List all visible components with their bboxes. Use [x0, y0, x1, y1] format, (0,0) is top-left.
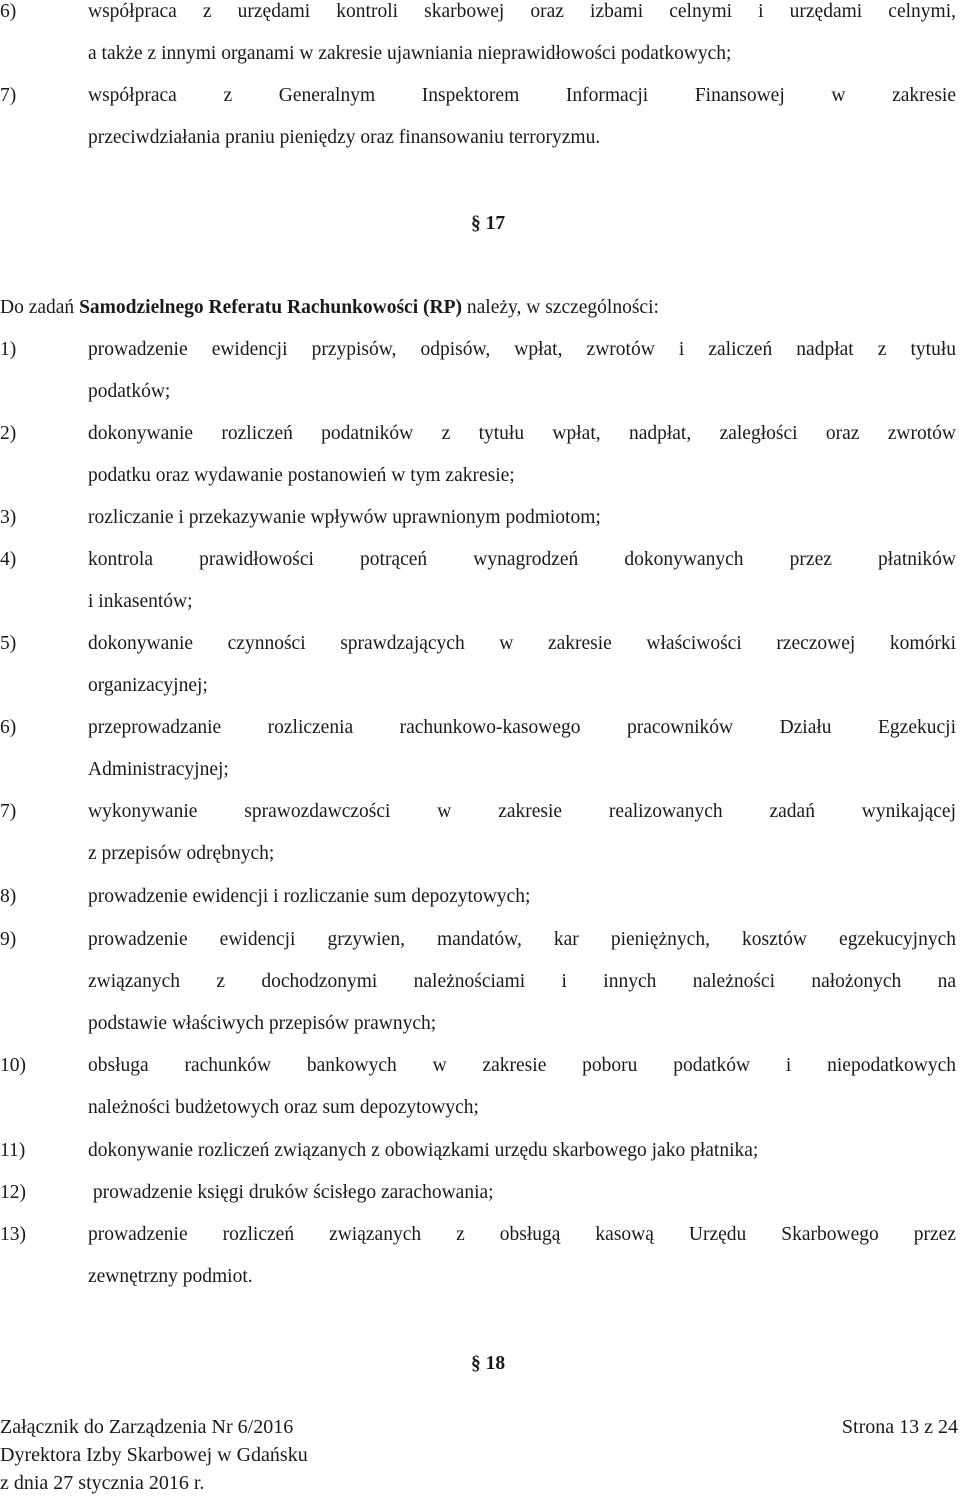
- item-text: dokonywanie czynności sprawdzających w zakresie właściwości rzeczowej komórki: [88, 633, 956, 654]
- item-number: 3): [0, 507, 17, 528]
- item-text: obsługa rachunków bankowych w zakresie poboru podatków i niepodatkowych: [88, 1055, 956, 1076]
- section-number: 18: [485, 1353, 506, 1374]
- item-number: 1): [0, 339, 17, 360]
- item-text: dokonywanie rozliczeń związanych z obowiązkami urzędu skarbowego jako płatnika;: [88, 1140, 759, 1161]
- footer-issuer: Dyrektora Izby Skarbowej w Gdańsku: [0, 1444, 308, 1466]
- item-number: 6): [0, 717, 17, 738]
- paragraph-sign: §: [470, 1353, 481, 1374]
- item-number: 5): [0, 633, 17, 654]
- item-text: Administracyjnej;: [88, 759, 229, 780]
- item-number: 7): [0, 801, 17, 822]
- item-text: prowadzenie ewidencji i rozliczanie sum depozytowych;: [88, 886, 531, 907]
- item-number: 10): [0, 1055, 26, 1076]
- item-text: prowadzenie rozliczeń związanych z obsługą kasową Urzędu Skarbowego przez: [88, 1224, 956, 1245]
- item-number: 11): [0, 1140, 26, 1161]
- item-text: prowadzenie ewidencji grzywien, mandatów, kar pieniężnych, kosztów egzekucyjnych: [88, 929, 956, 950]
- item-text: kontrola prawidłowości potrąceń wynagrodzeń dokonywanych przez płatników: [88, 549, 956, 570]
- item-text: podatków;: [88, 381, 171, 402]
- section-heading: [0, 1351, 960, 1377]
- page-number: Strona 13 z 24: [841, 1416, 958, 1438]
- item-text: organizacyjnej;: [88, 675, 208, 696]
- item-text: dokonywanie rozliczeń podatników z tytułu wpłat, nadpłat, zaległości oraz zwrotów: [88, 423, 956, 444]
- item-text: rozliczanie i przekazywanie wpływów uprawnionym podmiotom;: [88, 507, 601, 528]
- item-text: a także z innymi organami w zakresie ujawniania nieprawidłowości podatkowych;: [88, 43, 732, 64]
- item-number: 13): [0, 1224, 26, 1245]
- item-number: 8): [0, 886, 17, 907]
- item-number: 6): [0, 1, 17, 22]
- footer-date: z dnia 27 stycznia 2016 r.: [0, 1472, 205, 1494]
- item-text: należności budżetowych oraz sum depozytowych;: [88, 1097, 479, 1118]
- paragraph-sign: §: [470, 213, 481, 234]
- item-text: z przepisów odrębnych;: [88, 843, 275, 864]
- section-heading: [0, 211, 960, 237]
- item-number: 12): [0, 1182, 26, 1203]
- section-intro: Do zadań Samodzielnego Referatu Rachunkowości (RP) należy, w szczególności:: [0, 297, 659, 318]
- item-text: i inkasentów;: [88, 591, 193, 612]
- item-text: wykonywanie sprawozdawczości w zakresie realizowanych zadań wynikającej: [88, 801, 956, 822]
- item-text: podatku oraz wydawanie postanowień w tym zakresie;: [88, 465, 515, 486]
- section-number: 17: [485, 213, 506, 234]
- item-text: prowadzenie ewidencji przypisów, odpisów, wpłat, zwrotów i zaliczeń nadpłat z tytułu: [88, 339, 956, 360]
- item-text: podstawie właściwych przepisów prawnych;: [88, 1013, 437, 1034]
- item-number: 9): [0, 929, 17, 950]
- item-text: współpraca z urzędami kontroli skarbowej oraz izbami celnymi i urzędami celnymi,: [88, 1, 956, 22]
- item-number: 7): [0, 85, 17, 106]
- footer-attachment: Załącznik do Zarządzenia Nr 6/2016: [0, 1416, 294, 1438]
- item-text: przeciwdziałania praniu pieniędzy oraz finansowaniu terroryzmu.: [88, 127, 601, 148]
- item-text: związanych z dochodzonymi należnościami i innych należności nałożonych na: [88, 971, 956, 992]
- item-number: 4): [0, 549, 17, 570]
- unit-name: Samodzielnego Referatu Rachunkowości (RP): [79, 297, 462, 318]
- item-text: prowadzenie księgi druków ścisłego zarachowania;: [88, 1182, 494, 1203]
- item-text: współpraca z Generalnym Inspektorem Informacji Finansowej w zakresie: [88, 85, 956, 106]
- footer-line: [0, 1415, 960, 1439]
- item-text: zewnętrzny podmiot.: [88, 1266, 253, 1287]
- item-text: przeprowadzanie rozliczenia rachunkowo-kasowego pracowników Działu Egzekucji: [88, 717, 956, 738]
- item-number: 2): [0, 423, 17, 444]
